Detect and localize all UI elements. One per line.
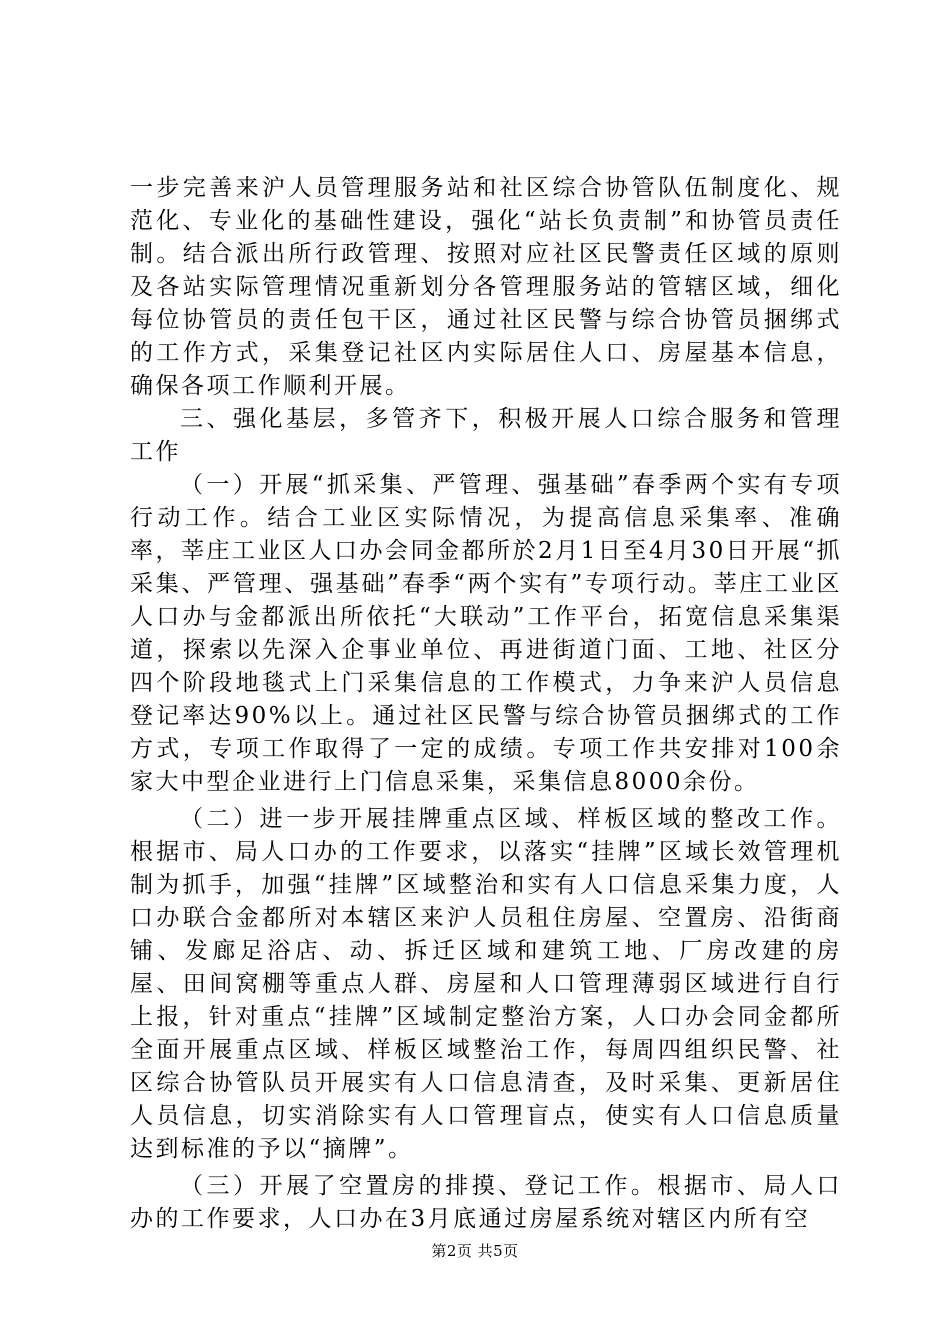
page-number-footer: 第2页 共5页: [431, 1242, 519, 1260]
paragraph-item-3: （三）开展了空置房的排摸、登记工作。根据市、局人口办的工作要求，人口办在3月底通过房屋系统对辖区内所有空: [130, 1173, 842, 1232]
paragraph-continuation: 一步完善来沪人员管理服务站和社区综合协管队伍制度化、规范化、专业化的基础性建设，强化“站长负责制”和协管员责任制。结合派出所行政管理、按照对应社区民警责任区域的原则及各站实际管理情况重新划分各管理服务站的管辖区域，细化每位协管员的责任包干区，通过社区民警与综合协管员捆绑式的工作方式，采集登记社区内实际居住人口、房屋基本信息，确保各项工作顺利开展。: [130, 175, 842, 399]
paragraph-item-2: （二）进一步开展挂牌重点区域、样板区域的整改工作。根据市、局人口办的工作要求，以落实“挂牌”区域长效管理机制为抓手，加强“挂牌”区域整治和实有人口信息采集力度，人口办联合金都所对本辖区来沪人员租住房屋、空置房、沿街商铺、发廊足浴店、动、拆迁区域和建筑工地、厂房改建的房屋、田间窝棚等重点人群、房屋和人口管理薄弱区域进行自行上报，针对重点“挂牌”区域制定整治方案，人口办会同金都所全面开展重点区域、样板区域整治工作，每周四组织民警、社区综合协管队员开展实有人口信息清查，及时采集、更新居住人员信息，切实消除实有人口管理盲点，使实有人口信息质量达到标准的予以“摘牌”。: [130, 806, 842, 1162]
document-body: [130, 172, 842, 1236]
section-heading: 三、强化基层，多管齐下，积极开展人口综合服务和管理工作: [130, 406, 842, 465]
paragraph-item-1: （一）开展“抓采集、严管理、强基础”春季两个实有专项行动工作。结合工业区实际情况，为提高信息采集率、准确率，莘庄工业区人口办会同金都所於2月1日至4月30日开展“抓采集、严管理、强基础”春季“两个实有”专项行动。莘庄工业区人口办与金都派出所依托“大联动”工作平台，拓宽信息采集渠道，探索以先深入企事业单位、再进街道门面、工地、社区分四个阶段地毯式上门采集信息的工作模式，力争来沪人员信息登记率达90%以上。通过社区民警与综合协管员捆绑式的工作方式，专项工作取得了一定的成绩。专项工作共安排对100余家大中型企业进行上门信息采集，采集信息8000余份。: [130, 472, 842, 795]
